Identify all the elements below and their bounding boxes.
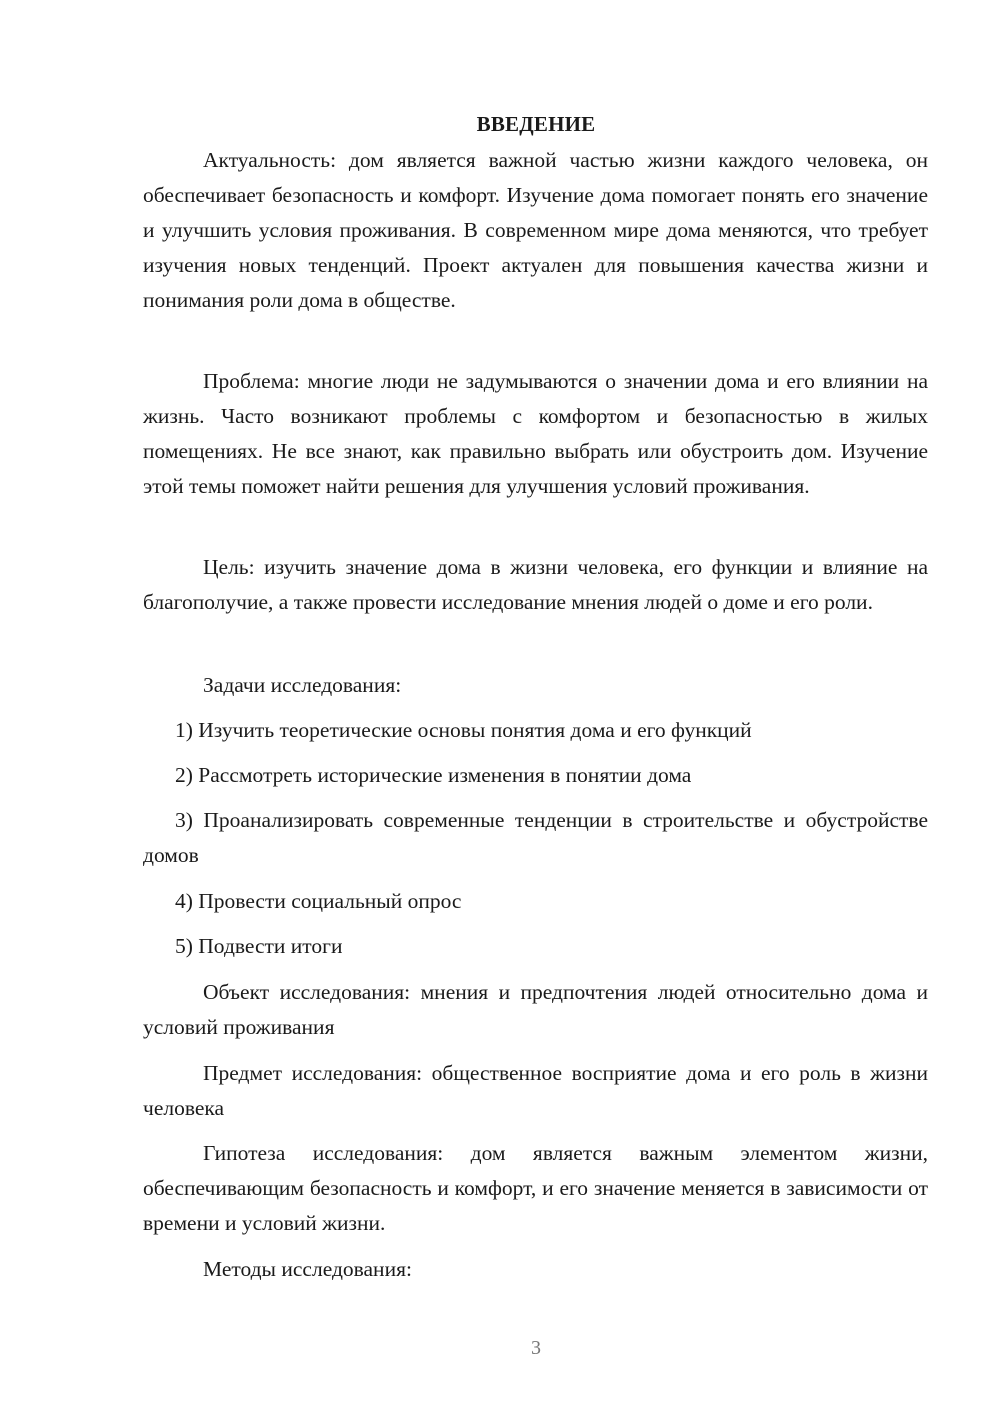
methods-section	[143, 1252, 928, 1287]
relevance-paragraph: Актуальность: дом является важной частью жизни каждого человека, он обеспечивает безопасность и комфорт. Изучение дома помогает понять его значение и улучшить условия проживания. В современном мире дома меняются, что требует изучения новых тенденций. Проект актуален для повышения качества жизни и понимания роли дома в обществе.	[143, 148, 928, 312]
task-item-5: 5) Подвести итоги	[175, 934, 343, 958]
task-item-3: 3) Проанализировать современные тенденции в строительстве и обустройстве домов	[143, 808, 928, 867]
task-item-2: 2) Рассмотреть исторические изменения в понятии дома	[175, 763, 692, 787]
tasks-heading-section	[143, 668, 928, 703]
relevance-section	[143, 143, 928, 318]
object-paragraph: Объект исследования: мнения и предпочтения людей относительно дома и условий проживания	[143, 980, 928, 1039]
problem-section	[143, 364, 928, 504]
goal-paragraph: Цель: изучить значение дома в жизни человека, его функции и влияние на благополучие, а также провести исследование мнения людей о доме и его роли.	[143, 555, 928, 614]
task-3-section	[143, 803, 928, 873]
subject-section	[143, 1056, 928, 1126]
tasks-heading: Задачи исследования:	[203, 673, 402, 697]
methods-heading: Методы исследования:	[203, 1257, 412, 1281]
task-item-1: 1) Изучить теоретические основы понятия дома и его функций	[175, 718, 752, 742]
task-1-section	[143, 713, 928, 748]
hypothesis-section	[143, 1136, 928, 1241]
problem-paragraph: Проблема: многие люди не задумываются о значении дома и его влиянии на жизнь. Часто возникают проблемы с комфортом и безопасностью в жилых помещениях. Не все знают, как правильно выбрать или обустроить дом. Изучение этой темы поможет найти решения для улучшения условий проживания.	[143, 369, 928, 498]
page-title: ВВЕДЕНИЕ	[476, 112, 596, 137]
object-section	[143, 975, 928, 1045]
task-2-section	[143, 758, 928, 793]
goal-section	[143, 550, 928, 620]
task-item-4: 4) Провести социальный опрос	[175, 889, 462, 913]
task-4-section	[143, 884, 928, 919]
subject-paragraph: Предмет исследования: общественное восприятие дома и его роль в жизни человека	[143, 1061, 928, 1120]
hypothesis-paragraph: Гипотеза исследования: дом является важным элементом жизни, обеспечивающим безопасность и комфорт, и его значение меняется в зависимости от времени и условий жизни.	[143, 1141, 928, 1235]
task-5-section	[143, 929, 928, 964]
page-number: 3	[531, 1337, 541, 1359]
